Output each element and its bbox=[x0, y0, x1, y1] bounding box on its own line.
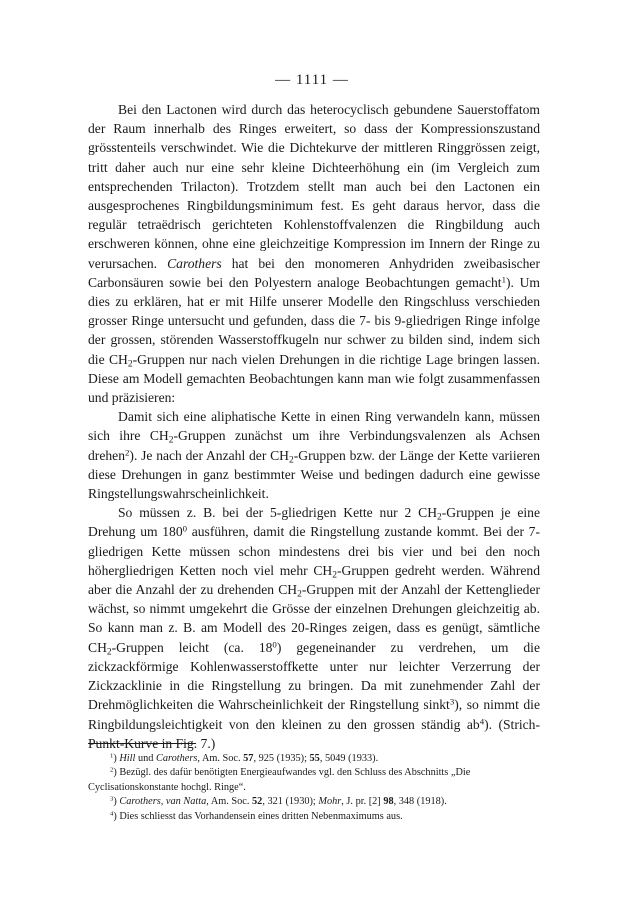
paragraph bbox=[88, 503, 540, 753]
text-run: Carothers bbox=[167, 255, 222, 271]
footnote-marker: 1 bbox=[501, 274, 506, 285]
text-run: , J. pr. [2] bbox=[341, 796, 384, 808]
subscript: 2 bbox=[289, 455, 294, 466]
footnote-marker: 0 bbox=[182, 524, 188, 535]
text-run: 52 bbox=[252, 796, 263, 808]
text-run: Mohr bbox=[318, 796, 342, 808]
subscript: 2 bbox=[106, 647, 112, 658]
text-run: Hill bbox=[119, 753, 136, 764]
text-run: -Gruppen je eine Drehung um 180 bbox=[88, 505, 540, 540]
text-run: ) bbox=[113, 753, 120, 764]
footnote bbox=[88, 795, 540, 809]
paragraph bbox=[88, 407, 540, 503]
text-run: 98 bbox=[383, 796, 394, 808]
footnote-marker: 1 bbox=[110, 752, 114, 760]
subscript: 2 bbox=[168, 435, 174, 446]
footnote-marker: 4 bbox=[110, 810, 114, 818]
footnote bbox=[88, 766, 540, 795]
footnote-marker: 2 bbox=[110, 767, 114, 775]
footnote-marker: 3 bbox=[449, 696, 455, 707]
text-run: -Gruppen mit der Anzahl der Kettenglieder wächst, so nimmt umgekehrt die Grösse der einzelnen Drehungen gleichzeitig ab. So kann man z. B. am Modell des 20-Ringes zeigen, dass es genügt, sämtliche CH bbox=[88, 582, 540, 655]
text-run: ). Um dies zu erklären, hat er mit Hilfe unserer Modelle den Ringschluss verschieden grosser Ringe untersucht und gefunden, dass die 7- bis 9-gliedrigen Ringe infolge der grossen, störenden Wasserstoffkugeln nur schwer zu bilden sind, indem sich die CH bbox=[88, 274, 540, 367]
text-run: , 321 (1930); bbox=[262, 796, 319, 808]
text-run: So müssen z. B. bei der 5-gliedrigen Kette nur 2 CH bbox=[118, 505, 438, 521]
text-run: ) bbox=[113, 796, 120, 808]
footnote bbox=[88, 752, 540, 766]
text-run: -Gruppen leicht (ca. 18 bbox=[111, 639, 273, 655]
footnote-marker: 3 bbox=[110, 795, 114, 803]
text-run: Carothers, van Natta bbox=[119, 796, 207, 808]
text-run: ). (Strich-Punkt-Kurve in Fig. 7.) bbox=[88, 716, 540, 751]
paragraph bbox=[88, 100, 540, 407]
text-run: 57 bbox=[243, 753, 254, 764]
text-run: ), so nimmt die Ringbildungsleichtigkeit von den kleinen zu den grossen ständig ab bbox=[88, 697, 540, 732]
text-run: , Am. Soc. bbox=[197, 753, 244, 764]
text-run: , 925 (1935); bbox=[253, 753, 310, 764]
subscript: 2 bbox=[332, 570, 338, 581]
subscript: 2 bbox=[127, 359, 133, 370]
footnote-marker: 4 bbox=[479, 716, 485, 727]
text-run: ). Je nach der Anzahl der CH bbox=[129, 447, 289, 463]
text-run: -Gruppen gedreht werden. Während aber die Anzahl der zu drehenden CH bbox=[88, 562, 540, 598]
text-run: , 348 (1918). bbox=[393, 796, 447, 808]
text-run: -Gruppen zunächst um ihre Verbindungsvalenzen als Achsen drehen bbox=[88, 428, 540, 463]
text-run: , 5049 (1933). bbox=[319, 753, 379, 764]
text-run: ) gegeneinander zu verdrehen, um die zickzackförmige Kohlenwasserstoffkette unter nur leichter Verzerrung der Zickzacklinie in die Ringstellung zu bringen. Da mit zunehmender Zahl der Drehmöglichkeiten die Wahrscheinlichkeit der Ringstellung sinkt bbox=[88, 639, 540, 713]
text-run: Carothers bbox=[155, 753, 198, 764]
text-run: 55 bbox=[309, 753, 320, 764]
subscript: 2 bbox=[297, 589, 302, 600]
text-run: Damit sich eine aliphatische Kette in einen Ring verwandeln kann, müssen sich ihre CH bbox=[88, 409, 540, 444]
text-run: , Am. Soc. bbox=[206, 796, 253, 808]
body-text bbox=[88, 100, 540, 753]
text-run: hat bei den monomeren Anhydriden zweibasischer Carbonsäuren sowie bei den Polyestern analoge Beobachtungen gemacht bbox=[88, 255, 540, 290]
footnote bbox=[88, 810, 540, 824]
footnote-separator bbox=[88, 743, 196, 744]
footnote-marker: 0 bbox=[272, 639, 277, 650]
text-run: und bbox=[135, 753, 156, 764]
footnote-marker: 2 bbox=[125, 447, 130, 458]
text-run: -Gruppen nur nach vielen Drehungen in die richtige Lage bringen lassen. Diese am Modell gemachten Beobachtungen kann man wie folgt zusammenfassen und präzisieren: bbox=[88, 351, 541, 406]
footnotes bbox=[88, 752, 540, 824]
page-number: — 1111 — bbox=[275, 72, 349, 88]
text-run: ) Bezügl. des dafür benötigten Energieaufwandes vgl. den Schluss des Abschnitts „Die Cyclisationskonstante hochgl. Ringe“. bbox=[88, 767, 471, 793]
text-run: Bei den Lactonen wird durch das heterocyclisch gebundene Sauerstoffatom der Raum innerhalb des Ringes erweitert, so dass der Kompressionszustand grösstenteils verschwindet. Wie die Dichtekurve der mittleren Ringgrössen zeigt, tritt daher auch nur eine sehr kleine Dichteerhöhung ein (im Vergleich zum entsprechenden Trilacton). Trotzdem stellt man auch bei den Lactonen ein ausgesprochenes Ringbildungsminimum fest. Es geht daraus hervor, dass die regulär tetraëdrisch gerichteten Kohlenstoffvalenzen die Ringbildung auch erschweren können, ohne eine gleichzeitige Kompression im Innern der Ringe zu verursachen. bbox=[88, 102, 540, 271]
subscript: 2 bbox=[437, 512, 442, 523]
text-run: ) Dies schliesst das Vorhandensein eines dritten Nebenmaximums aus. bbox=[113, 810, 403, 822]
text-run: ausführen, damit die Ringstellung zustande kommt. Bei der 7-gliedrigen Kette müssen schon mindestens drei bis vier und bei den noch höhergliedrigen Ketten noch viel mehr CH bbox=[88, 524, 541, 578]
text-run: -Gruppen bzw. der Länge der Kette variieren diese Drehungen in ganz bestimmter Weise und bedingen dadurch eine gewisse Ringstellungswahrscheinlichkeit. bbox=[88, 447, 540, 502]
